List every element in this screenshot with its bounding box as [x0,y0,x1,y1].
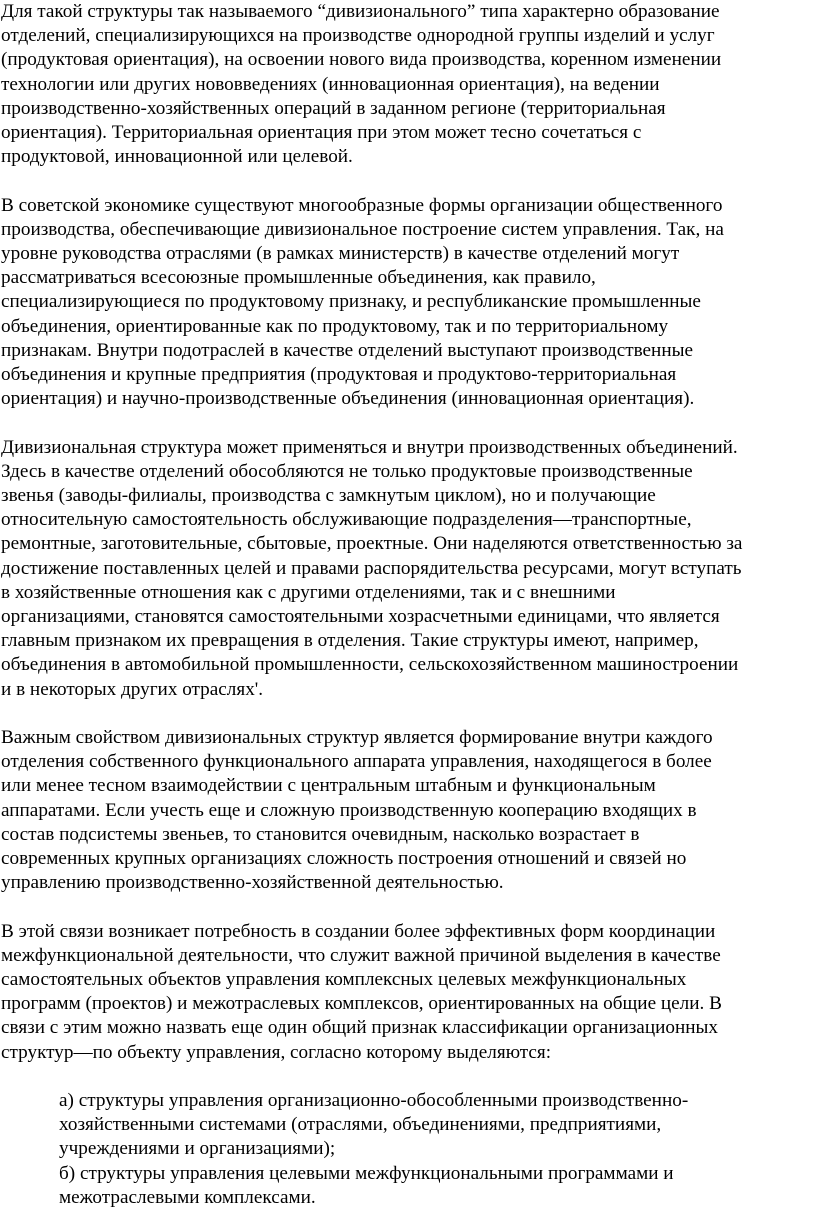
text-line: в хозяйственные отношения как с другими отделениями, так и с внешними [1,581,616,603]
text-line: управлению производственно-хозяйственной деятельностью. [1,872,504,894]
text-line: межфункциональной деятельности, что служит важной причиной выделения в качестве [1,944,721,966]
text-line: В советской экономике существуют многообразные формы организации общественного [1,194,723,216]
text-line: В этой связи возникает потребность в создании более эффективных форм координации [1,920,716,942]
text-line: и в некоторых других отраслях'. [1,678,264,700]
classification-list [1,1089,816,1210]
text-line: признакам. Внутри подотраслей в качестве отделений выступают производственные [1,339,694,361]
text-line: самостоятельных объектов управления комплексных целевых межфункциональных [1,969,687,991]
text-line: программ (проектов) и межотраслевых комплексов, ориентированных на общие цели. В [1,993,722,1015]
text-line: состав подсистемы звеньев, то становится очевидным, насколько возрастает в [1,823,640,845]
text-line: звенья (заводы-филиалы, производства с замкнутым циклом), но и получающие [1,485,656,507]
text-line: Для такой структуры так называемого “дивизионального” типа характерно образование [1,1,720,22]
list-item: межотраслевыми комплексами. [59,1186,316,1208]
text-line: продуктовой, инновационной или целевой. [1,146,353,168]
text-line: отделения собственного функционального аппарата управления, находящегося в более [1,751,712,773]
paragraph-gap [1,1065,816,1089]
list-item: учреждениями и организациями); [59,1138,336,1160]
text-line: ориентация). Территориальная ориентация при этом может тесно сочетаться с [1,122,642,144]
paragraph-coordination [1,920,816,1065]
text-line: объединения в автомобильной промышленности, сельскохозяйственном машиностроении [1,654,739,676]
text-line: достижение поставленных целей и правами распорядительства ресурсами, могут вступать [1,557,742,579]
text-line: ремонтные, заготовительные, сбытовые, проектные. Они наделяются ответственностью за [1,533,743,555]
paragraph-divisional-structure [1,0,816,169]
text-line: уровне руководства отраслями (в рамках министерств) в качестве отделений могут [1,243,680,265]
paragraph-within-associations [1,436,816,702]
text-line: производственно-хозяйственных операций в заданном регионе (территориальная [1,97,666,119]
text-line: отделений, специализирующихся на производстве однородной группы изделий и услуг [1,25,715,47]
text-line: производства, обеспечивающие дивизиональное построение систем управления. Так, на [1,218,724,240]
list-item: а) структуры управления организационно-обособленными производственно- [59,1090,689,1112]
paragraph-gap [1,895,816,919]
paragraph-gap [1,702,816,726]
paragraph-gap [1,411,816,435]
text-line: структур—по объекту управления, согласно которому выделяются: [1,1041,552,1063]
text-line: ориентация) и научно-производственные объединения (инновационная ориентация). [1,388,695,410]
paragraph-gap [1,169,816,193]
list-item: хозяйственными системами (отраслями, объединениями, предприятиями, [59,1114,662,1136]
text-line: Дивизиональная структура может применяться и внутри производственных объединений. [1,436,738,458]
text-line: объединения, ориентированные как по продуктовому, так и по территориальному [1,315,669,337]
text-line: относительную самостоятельность обслуживающие подразделения—транспортные, [1,509,692,531]
text-line: (продуктовая ориентация), на освоении нового вида производства, коренном изменении [1,49,722,71]
text-line: или менее тесном взаимодействии с центральным штабным и функциональным [1,775,656,797]
text-line: Важным свойством дивизиональных структур является формирование внутри каждого [1,727,713,749]
text-line: связи с этим можно назвать еще один общий признак классификации организационных [1,1017,718,1039]
text-line: Здесь в качестве отделений обособляются не только продуктовые производственные [1,460,693,482]
text-line: главным признаком их превращения в отделения. Такие структуры имеют, например, [1,630,699,652]
text-line: современных крупных организациях сложность построения отношений и связей но [1,848,687,870]
paragraph-soviet-economy [1,194,816,412]
list-item: б) структуры управления целевыми межфункциональными программами и [59,1162,674,1184]
text-line: специализирующиеся по продуктовому признаку, и республиканские промышленные [1,291,701,313]
text-line: аппаратами. Если учесть еще и сложную производственную кооперацию входящих в [1,799,697,821]
paragraph-functional-apparatus [1,726,816,895]
text-line: организациями, становятся самостоятельными хозрасчетными единицами, что является [1,606,720,628]
text-line: рассматриваться всесоюзные промышленные объединения, как правило, [1,267,596,289]
text-line: объединения и крупные предприятия (продуктовая и продуктово-территориальная [1,364,677,386]
text-line: технологии или других нововведениях (инновационная ориентация), на ведении [1,73,660,95]
